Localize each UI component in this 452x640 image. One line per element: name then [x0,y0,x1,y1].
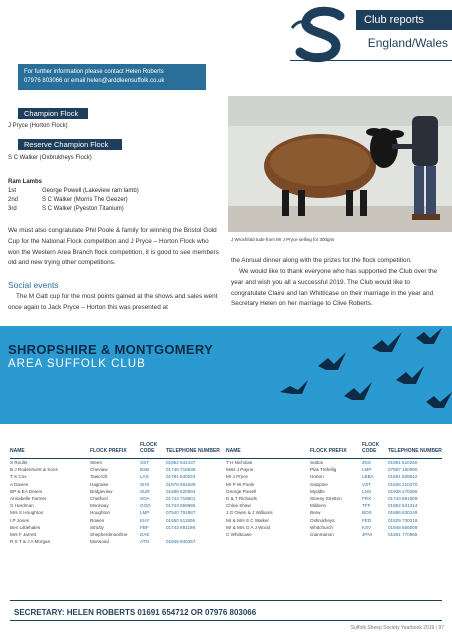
flock-code: SHX [140,481,150,487]
flock-prefix: Bridgeview [90,488,113,494]
flock-prefix: Berw [310,510,321,516]
banner-subtitle: AREA SUFFOLK CLUB [8,358,146,370]
col-header-flock-prefix: FLOCK PREFIX [310,448,347,454]
col-header-flock-code: FLOCK CODE [140,442,158,454]
col-header-name: NAME [10,448,25,454]
flock-prefix: Morwood [90,539,109,545]
page-number: 97 [438,625,444,631]
telephone: 01743 859965 [166,503,196,509]
telephone: 01829 730316 [388,517,418,523]
publication-name: Suffolk Sheep Society Yearbook 2019 [350,625,435,631]
telephone: 01691 610250 [388,459,442,467]
table-row [10,495,442,502]
member-name: C Whitticase [226,532,252,538]
banner-title: SHROPSHIRE & MONTGOMERY [8,342,214,357]
flock-prefix: Salopine [310,481,328,487]
telephone: 01691 828612 [388,474,418,480]
table-row [10,531,442,538]
result-row: 3rd S C Walker (Pyeston Titanium) [8,206,124,212]
flock-code: KSV [362,524,372,530]
flock-prefix: Hagraise [90,481,109,487]
secretary-bottom-rule [10,620,442,621]
telephone: 01743 718501 [166,496,196,502]
birds-decoration-icon [0,326,452,424]
photo-caption: J Wroxhfold tude from Mr J Pryce selling for 300gns [231,237,335,242]
flock-code: ZSS [362,459,388,467]
flock-prefix: Plas Trefellig [310,467,337,473]
champion-flock-winner: J Pryce (Horton Flock) [8,123,68,129]
flock-prefix: Horton [310,474,324,480]
telephone [166,531,226,538]
telephone: 01691 770965 [388,532,418,538]
flock-code: LNG [362,488,372,494]
telephone: 01948 666009 [388,524,418,530]
table-row [10,459,442,467]
reserve-champion-winner: S C Walker (Oxbrukheys Flock) [8,155,92,161]
secretary-top-rule [10,600,442,601]
member-name: Mr & Mrs S C Walker [226,517,269,523]
member-name: D & T Richards [226,496,257,502]
section-title: Club reports [356,10,452,30]
telephone: 01948 840357 [166,539,196,545]
col-header-name: NAME [226,448,241,454]
table-header-row [10,442,442,459]
flock-prefix: Strictly [90,524,104,530]
telephone [388,538,442,545]
flock-prefix: Whitchurch [310,524,333,530]
member-name [226,538,310,545]
members-table [10,442,442,545]
ram-lambs-heading: Ram Lambs [8,179,43,185]
member-name: Ben Littlehales [10,524,41,530]
page-footer: Suffolk Sheep Society Yearbook 2019 | 97 [350,625,444,631]
member-name: Mrs S Houghton [10,510,44,516]
member-name: R S T & J A Morgan [10,539,51,545]
flock-code: GGG [140,503,151,509]
telephone: 01746 718638 [166,467,196,473]
ram-photo [228,96,452,232]
flock-prefix: Mildenn [310,503,327,509]
telephone: 01938 210370 [388,481,418,487]
telephone: 01952 541314 [388,503,418,509]
flock-prefix: Oxbrukheys [310,517,335,523]
contact-line-2: 07976 803066 or email helen@arddleensuffolk.co.uk [24,78,165,84]
member-name: Mr J Pryce [226,474,248,480]
flock-code: JPNI [362,532,372,538]
flock-prefix: Houghton [90,510,110,516]
table-row [10,524,442,531]
member-name: S Roults [10,459,90,467]
right-paragraph-2: We would like to thank everyone who has supported the Club over the year and wish you all a successful 2019. The Club would like to congratulate Claire and Ian Whitticase on their marriage in the year and Secretary Helen on her marriage to Clive Roberts. [231,268,438,308]
flock-prefix: Sutton [310,459,362,467]
table-row [10,473,442,480]
flock-code: LMP [362,467,372,473]
flock-code: FED [362,517,372,523]
flock-code: KHY [140,517,150,523]
table-row [10,538,442,545]
sheep-image [228,96,452,232]
flock-prefix: Chatford [90,496,108,502]
region-title: England/Wales [367,36,448,50]
flock-prefix: Gianmarion [310,532,334,538]
flock-prefix [310,538,362,545]
flock-code: SOA [140,496,150,502]
table-row [10,509,442,516]
member-name: J G Owen & J Williams [226,510,273,516]
telephone: 01686 630249 [388,510,418,516]
table-row [10,488,442,495]
flock-prefix: Shepherdmoorline [90,532,128,538]
telephone: 01650 511906 [166,517,196,523]
member-name: Miss J Payne [226,467,254,473]
telephone: 01743 891198 [166,524,196,530]
contact-box [18,64,206,90]
member-name: Mrs F Jarrett [10,532,37,538]
flock-prefix: Myddle [310,488,325,494]
flock-prefix: Rowen [90,517,105,523]
secretary-contact: SECRETARY: HELEN ROBERTS 01691 654712 OR 07976 803066 [14,608,257,617]
flock-prefix: Cheviaw [90,467,108,473]
social-events-text: The M Gatt cup for the most points gained at the shows and sales went once again to Jack Pryce – Horton this was presented at [8,293,218,311]
member-name: Chloe Shaw [226,503,251,509]
flock-code [362,538,388,545]
flock-code: LAS [140,474,149,480]
flock-code: BOS [362,510,372,516]
flock-code: DAS [140,532,150,538]
flock-code: TFF [362,503,371,509]
society-s-logo-icon [290,6,354,66]
member-name: Annabelle Farmer [10,496,47,502]
table-row [10,502,442,509]
telephone: 01781 840024 [166,474,196,480]
member-name: Mr & Mrs G A J Wood [226,524,271,530]
member-name: George Powell [226,488,257,494]
header-divider [290,60,452,61]
col-header-flock-prefix: FLOCK PREFIX [90,448,127,454]
telephone: 01978 661639 [166,481,196,487]
telephone: 07967 150990 [388,467,418,473]
flock-prefix: Steen [90,459,140,467]
member-name: T H Nicholas [226,459,310,467]
flock-code: BSB [140,467,150,473]
contact-line-1: For further information please contact Helen Roberts [24,69,164,75]
flock-code: LBBA [362,474,374,480]
table-row [10,481,442,488]
result-row: 2nd S C Walker (Morris The Geezer) [8,197,128,203]
telephone: 01938 270266 [388,488,418,494]
member-name: G Hardman [10,503,34,509]
flock-code: SUR [140,488,150,494]
flock-code: FBF [140,524,149,530]
member-name: BP & EA Deters [10,488,43,494]
flock-prefix: Tawcroft [90,474,108,480]
member-name: B J Rodenhurst & Sons [10,467,58,473]
area-club-banner [0,326,452,424]
social-events-heading: Social events [8,280,59,290]
telephone: 01588 620594 [166,488,196,494]
table-row [10,466,442,473]
col-header-telephone: TELEPHONE NUMBER [166,448,220,454]
result-row: 1st George Powell (Lakeview ram lamb) [8,188,139,194]
col-header-flock-code: FLOCK CODE [362,442,380,454]
left-paragraph: We must also congratulate Phil Poole & family for winning the Bristol Gold Cup for the National Flock competition and J Pryce – Horton Flock who won the Western Area Branch flock competition, it is good to see members old and new trying other competitions. [8,227,219,267]
flock-code: FRX [362,496,372,502]
col-header-telephone: TELEPHONE NUMBER [388,448,442,454]
member-name: A Davies [10,481,29,487]
telephone: 01952 541437 [166,459,226,467]
member-name: T S Cox [10,474,27,480]
member-name: Mr P W Poole [226,481,255,487]
flock-code: VST [362,481,371,487]
telephone: 01743 891809 [388,496,418,502]
flock-code: LMP [140,510,150,516]
table-row [10,517,442,524]
member-name: I P Jones [10,517,30,523]
telephone: 07540 704887 [166,510,196,516]
ram-lambs-results [8,187,139,214]
flock-prefix: Stoney Stretton [310,496,342,502]
flock-prefix: Moorway [90,503,109,509]
champion-flock-heading: Champion Flock [18,108,88,119]
right-paragraph-1: the Annual dinner along with the prizes for the flock competition. [231,257,412,264]
flock-code: ATN [140,539,149,545]
flock-code: SST [140,459,166,467]
reserve-champion-heading: Reserve Champion Flock [18,139,122,150]
